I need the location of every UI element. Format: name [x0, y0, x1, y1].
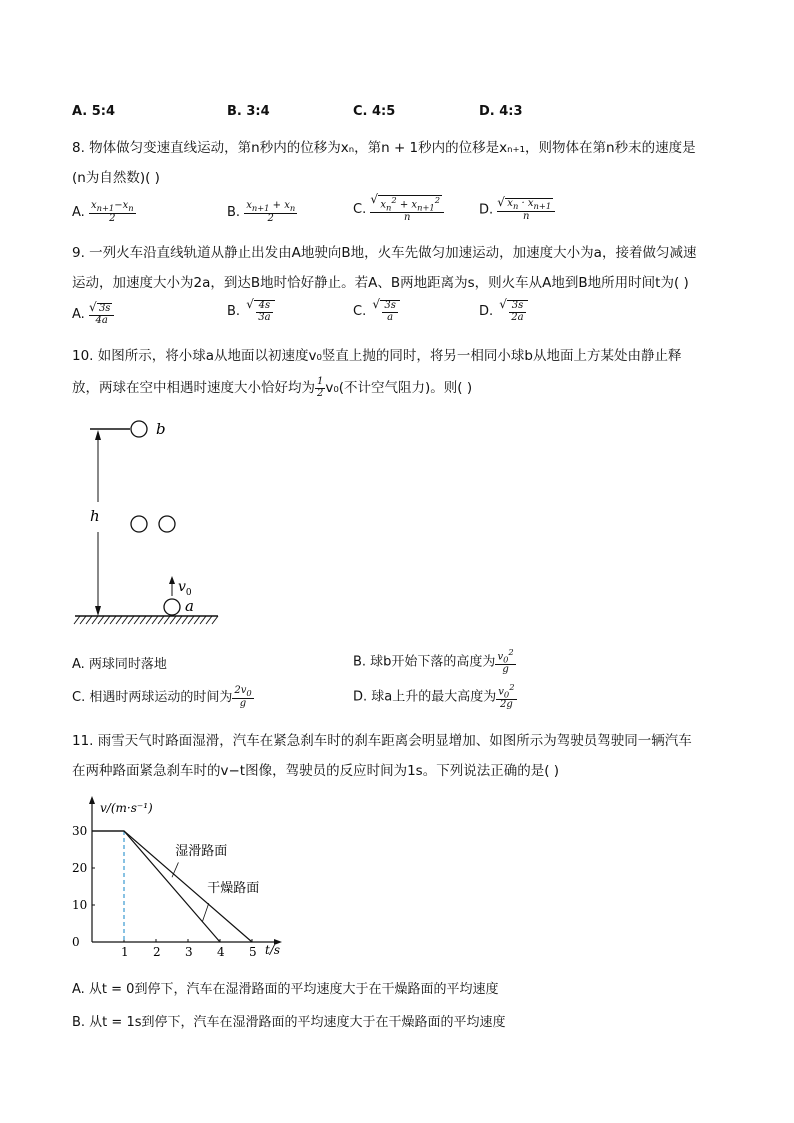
q9-option-c-formula: √ $\frac{3s}{a}$	[380, 300, 400, 323]
q8-option-d: D. √ $\frac{x_n \cdot x_{n+1}}{n}$	[479, 198, 555, 222]
q10-option-c-formula: $\frac{2v_0}{g}$	[234, 685, 252, 709]
x-tick-label: 4	[217, 945, 225, 959]
label-a: a	[185, 597, 194, 615]
y-tick-label: 20	[72, 861, 88, 875]
hatch-mark	[212, 616, 218, 624]
q8-option-c-formula: √ $\frac{x_n^2 + x_{n+1}^2}{n}$	[370, 195, 444, 224]
q9-option-b: B. √ $\frac{4s}{3a}$	[227, 300, 275, 323]
q10-half-fraction: $\frac{1}{2}$	[317, 376, 324, 399]
label-h: h	[90, 507, 100, 525]
q8-stem-line1: 8. 物体做匀变速直线运动，第n秒内的位移为xₙ，第n + 1秒内的位移是xₙ₊₁，则物体在第n秒末的速度是	[72, 140, 696, 156]
chart-axes	[89, 796, 282, 945]
q7-option-b: B. 3:4	[227, 104, 270, 119]
q7-option-c: C. 4:5	[353, 104, 396, 119]
q11-option-a: A. 从t = 0到停下，汽车在湿滑路面的平均速度大于在干燥路面的平均速度	[72, 982, 499, 997]
hatch-mark	[206, 616, 212, 624]
q9-option-a-formula: √ $\frac{3s}{4a}$	[89, 303, 115, 326]
v0-arrow-head	[169, 576, 175, 584]
hatch-mark	[86, 616, 92, 624]
y-tick-label: 10	[72, 898, 88, 912]
q9-option-b-formula: √ $\frac{4s}{3a}$	[254, 300, 274, 323]
q8-option-a-formula: $\frac{x_{n+1}-x_n}{2}$	[90, 200, 134, 224]
q10-option-b: B. 球b开始下落的高度为 $\frac{v_0^2}{g}$	[353, 647, 514, 676]
q7-option-a: A. 5:4	[72, 104, 116, 119]
meeting-ball-2	[159, 516, 175, 532]
x-tick-label: 3	[185, 945, 193, 959]
h-arrow-bottom-head	[95, 606, 101, 616]
q9-option-c: C. √ $\frac{3s}{a}$	[353, 300, 400, 323]
hatch-mark	[74, 616, 80, 624]
q9-option-d-formula: √ $\frac{3s}{2a}$	[507, 300, 527, 323]
q7-option-d: D. 4:3	[479, 104, 523, 119]
ball-a	[164, 599, 180, 615]
q11-stem-line1: 11. 雨雪天气时路面湿滑，汽车在紧急刹车时的刹车距离会明显增加、如图所示为驾驶员驾驶同一辆汽车	[72, 733, 692, 749]
q10-option-d-formula: $\frac{v_0^2}{2g}$	[498, 682, 515, 711]
h-arrow-top-head	[95, 430, 101, 440]
annotation-dry-leader	[202, 903, 208, 922]
q10-option-b-formula: $\frac{v_0^2}{g}$	[497, 647, 514, 676]
label-b: b	[156, 420, 166, 438]
y-tick-label: 0	[72, 935, 80, 949]
annotation-dry-road: 干燥路面	[207, 880, 260, 896]
vt-chart	[60, 788, 290, 960]
chart-lines	[92, 831, 259, 942]
y-axis-label: v/(m·s⁻¹)	[100, 801, 153, 815]
hatch-mark	[92, 616, 98, 624]
q8-option-d-formula: √ $\frac{x_n \cdot x_{n+1}}{n}$	[497, 198, 555, 222]
q9-stem-line2: 运动，加速度大小为2a，到达B地时恰好静止。若A、B两地距离为s，则火车从A地到B地所用时间t为( )	[72, 275, 689, 291]
ground-hatching	[74, 616, 218, 624]
q8-option-c: C. √ $\frac{x_n^2 + x_{n+1}^2}{n}$	[353, 195, 444, 224]
hatch-mark	[146, 616, 152, 624]
hatch-mark	[158, 616, 164, 624]
y-tick-label: 30	[72, 824, 88, 838]
hatch-mark	[152, 616, 158, 624]
x-axis-label: t/s	[265, 943, 281, 957]
hatch-mark	[104, 616, 110, 624]
q11-stem-line2: 在两种路面紧急刹车时的v−t图像，驾驶员的反应时间为1s。下列说法正确的是( )	[72, 763, 560, 779]
q10-option-c: C. 相遇时两球运动的时间为 $\frac{2v_0}{g}$	[72, 685, 252, 709]
q8-stem-line2: (n为自然数)( )	[72, 170, 160, 186]
hatch-mark	[170, 616, 176, 624]
ball-b	[131, 421, 147, 437]
q9-option-d: D. √ $\frac{3s}{2a}$	[479, 300, 528, 323]
q8-option-b: B. $\frac{x_{n+1} + x_n}{2}$	[227, 200, 296, 224]
hatch-mark	[116, 616, 122, 624]
hatch-mark	[98, 616, 104, 624]
hatch-mark	[80, 616, 86, 624]
q10-option-a: A. 两球同时落地	[72, 657, 167, 672]
hatch-mark	[164, 616, 170, 624]
hatch-mark	[176, 616, 182, 624]
q10-option-d: D. 球a上升的最大高度为 $\frac{v_0^2}{2g}$	[353, 682, 515, 711]
q11-option-b: B. 从t = 1s到停下，汽车在湿滑路面的平均速度大于在干燥路面的平均速度	[72, 1015, 506, 1030]
x-tick-label: 1	[121, 945, 129, 959]
hatch-mark	[134, 616, 140, 624]
x-tick-label: 2	[153, 945, 161, 959]
q8-option-b-formula: $\frac{x_{n+1} + x_n}{2}$	[246, 200, 296, 224]
annotation-wet-road: 湿滑路面	[175, 844, 228, 860]
hatch-mark	[122, 616, 128, 624]
q9-stem-line1: 9. 一列火车沿直线轨道从静止出发由A地驶向B地，火车先做匀加速运动，加速度大小为a，接着做匀减速	[72, 245, 697, 261]
q8-option-a: A. $\frac{x_{n+1}-x_n}{2}$	[72, 200, 134, 224]
q9-option-a: A. √ $\frac{3s}{4a}$	[72, 303, 114, 326]
q10-stem-line2: 放，两球在空中相遇时速度大小恰好均为 $\frac{1}{2}$ v₀(不计空气阻力)。则( )	[72, 376, 473, 399]
hatch-mark	[200, 616, 206, 624]
hatch-mark	[194, 616, 200, 624]
x-tick-label: 5	[249, 945, 257, 959]
hatch-mark	[188, 616, 194, 624]
q10-stem-line1: 10. 如图所示，将小球a从地面以初速度v₀竖直上抛的同时，将另一相同小球b从地面上方某处由静止释	[72, 348, 682, 364]
hatch-mark	[140, 616, 146, 624]
hatch-mark	[182, 616, 188, 624]
hatch-mark	[110, 616, 116, 624]
meeting-ball-1	[131, 516, 147, 532]
q10-figure	[70, 410, 230, 630]
label-v0: $v_0$	[178, 579, 192, 598]
y-axis-arrow	[89, 796, 95, 804]
hatch-mark	[128, 616, 134, 624]
